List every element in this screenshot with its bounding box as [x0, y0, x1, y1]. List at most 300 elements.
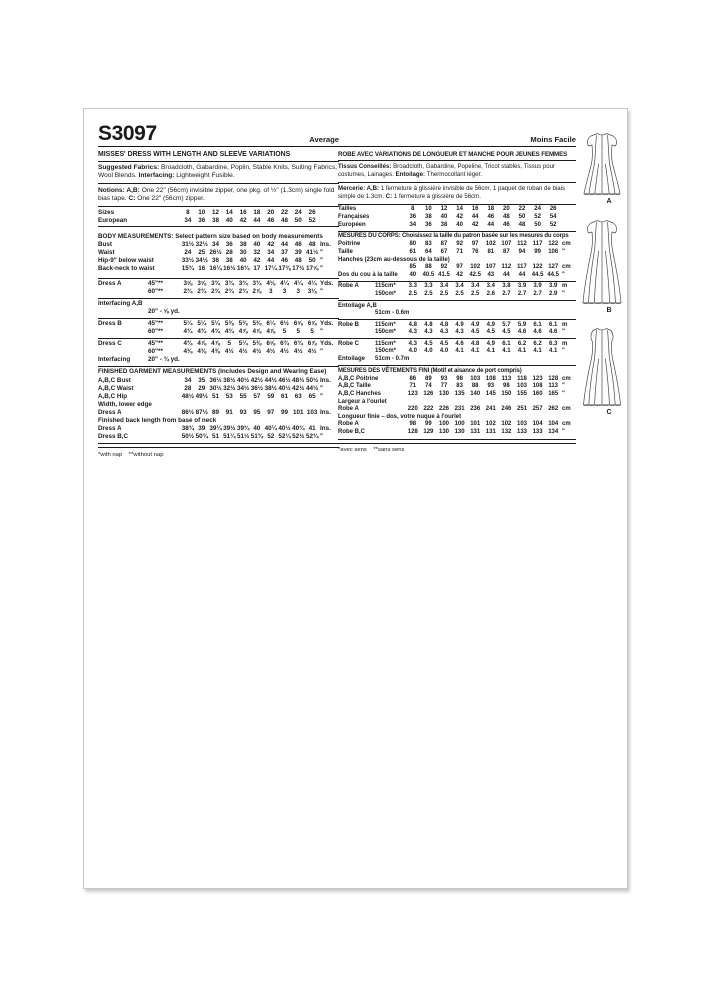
value-cell: 53 [225, 392, 233, 400]
value-cell: 128 [407, 428, 418, 435]
row-label: A,B,C Hanches [338, 390, 382, 397]
unit-cell: Ins. [320, 408, 331, 416]
row-label: Waist [98, 249, 115, 256]
row-group-label: Hanches (23cm au-dessous de la taille) [338, 256, 450, 263]
row-sublabel: 45"** [148, 280, 163, 287]
double-rule [98, 443, 339, 448]
value-cell: 6.3 [549, 340, 558, 347]
value-cell: 4.1 [486, 348, 495, 355]
value-cell: 24 [184, 249, 192, 256]
value-cell: 42.5 [469, 271, 482, 278]
row-sublabel: 60"** [148, 288, 163, 295]
value-cell: 52 [549, 221, 557, 228]
value-cell: 86½ [181, 408, 195, 416]
row-label: Poitrine [338, 241, 361, 248]
value-cell: 6.1 [533, 321, 542, 328]
row-label: Françaises [338, 214, 370, 221]
value-cell: 48 [294, 257, 302, 264]
row-label: Tailles [338, 206, 357, 213]
value-cell: 16 [239, 208, 247, 216]
value-cell: 4.8 [424, 321, 433, 328]
views-column [578, 131, 626, 416]
value-cell: 5⅜ [252, 340, 262, 347]
row-label: A,B,C Bust [98, 376, 131, 384]
value-cell: 4.6 [549, 329, 558, 336]
value-cell: 17⅜ [278, 265, 291, 272]
value-cell: 95 [253, 408, 261, 416]
value-cell: 89 [425, 375, 432, 382]
value-cell: 150 [501, 390, 512, 397]
measurement-row [338, 272, 576, 280]
value-cell: 40¼ [264, 424, 277, 432]
value-cell: 3⅝ [183, 280, 193, 287]
value-cell: 34 [409, 221, 417, 228]
value-cell: 14 [456, 206, 463, 213]
value-cell: 6.2 [533, 340, 542, 347]
value-cell: 51½ [236, 432, 250, 440]
text-run: Tissus Conseillés: [338, 163, 394, 171]
unit-cell: " [320, 348, 323, 355]
value-cell: 36 [225, 241, 233, 248]
value-cell: 52½ [292, 432, 305, 440]
value-cell: 6⅞ [307, 340, 317, 347]
label-value-row [98, 356, 339, 364]
value-cell: 38 [425, 214, 432, 221]
row-label: Robe A [338, 406, 359, 413]
english-header [98, 121, 339, 147]
value-cell: 38½ [264, 384, 277, 392]
value-cell: 34 [211, 241, 219, 248]
unit-cell: Yds. [320, 320, 334, 327]
value-cell: 3 [268, 288, 273, 295]
row-sublabel: 150cm* [375, 290, 397, 297]
unit-cell: " [562, 290, 565, 297]
value-cell: 4.8 [439, 321, 449, 328]
row-sublabel: 45"** [148, 320, 163, 327]
value-cell: 2¾ [211, 288, 220, 295]
value-cell: 17 [253, 265, 261, 272]
text-run: One 22" (56cm) zipper. [137, 194, 205, 202]
value-cell: 2.5 [455, 290, 464, 297]
value-cell: 36½ [209, 376, 222, 384]
value-cell: 42 [253, 257, 261, 264]
table-heading: BODY MEASUREMENTS: Select pattern size based on body measurements [98, 232, 323, 240]
value-cell: 40½ [236, 376, 250, 384]
value-cell: 93 [440, 375, 448, 382]
value-cell: 5⅜ [238, 320, 248, 327]
value-cell: 38 [239, 241, 247, 248]
value-cell: 3.4 [455, 283, 464, 290]
value-cell: 57 [253, 392, 261, 400]
unit-cell: cm [562, 241, 571, 248]
value-cell: 226 [438, 406, 449, 413]
measurement-row [98, 340, 339, 348]
value-cell: 12 [211, 208, 219, 216]
value-cell: 14 [225, 208, 233, 216]
value-cell: 4¼ [293, 280, 303, 287]
value-cell: 165 [548, 390, 559, 397]
value-cell: 3.4 [439, 283, 449, 290]
value-cell: 55 [239, 392, 247, 400]
row-label: Dos du cou à la taille [338, 271, 398, 278]
text-run: Lightweight Fusible. [176, 171, 235, 179]
value-cell: 44 [267, 257, 275, 264]
value-cell: 48 [518, 221, 526, 228]
value-cell: 117 [532, 241, 543, 248]
value-cell: 42 [239, 216, 247, 224]
value-cell: 98 [456, 375, 463, 382]
value-cell: 40 [239, 257, 247, 264]
value-cell: 76 [471, 248, 479, 255]
view-b [578, 218, 626, 314]
value-cell: 34 [184, 216, 192, 224]
view-a [578, 131, 626, 205]
view-c [578, 326, 626, 416]
english-column-rows [98, 149, 339, 459]
value-cell: 4.1 [533, 348, 542, 355]
value-cell: 44 [280, 241, 288, 248]
value-cell: 39½ [223, 424, 236, 432]
value-cell: 2.7 [517, 290, 527, 297]
value-cell: 4¾ [224, 328, 234, 335]
value-cell: 4.9 [486, 321, 495, 328]
text-run: Mercerie: A,B: [338, 185, 381, 193]
divider-rule [338, 182, 576, 183]
value-cell: 5¼ [183, 320, 193, 327]
value-cell: 102 [485, 241, 496, 248]
value-cell: 100 [454, 421, 465, 428]
value-cell: 103 [470, 375, 481, 382]
value-cell: 46 [267, 216, 275, 224]
value-cell: 251 [516, 406, 527, 413]
value-cell: 50 [294, 216, 302, 224]
text-run: Interfacing: [138, 171, 177, 179]
spacer [98, 273, 339, 276]
unit-cell: " [320, 288, 323, 295]
value-cell: 93 [239, 408, 247, 416]
value-cell: 40 [409, 271, 417, 278]
measurement-row [98, 385, 339, 393]
row-group-label: Entoilage A,B [338, 302, 377, 309]
value-cell: 71 [409, 383, 417, 390]
value-cell: 3.9 [533, 283, 542, 290]
table-heading: FINISHED GARMENT MEASUREMENTS (Includes Design and Wearing Ease) [98, 368, 327, 375]
measurement-row [98, 280, 339, 288]
value-cell: 5¼ [197, 320, 207, 327]
value-cell: 16 [198, 265, 206, 272]
value-cell: 4½ [224, 348, 234, 355]
row-label: Dress A [98, 280, 122, 287]
value-cell: 26½ [209, 249, 222, 256]
value-cell: 6½ [280, 320, 289, 327]
divider-rule [98, 226, 339, 227]
value-cell: 89 [211, 408, 219, 416]
row-label: Dress B [98, 320, 122, 327]
divider-rule [338, 300, 576, 301]
value-cell: 5⅜ [252, 320, 262, 327]
value-cell: 22 [280, 208, 288, 216]
measurement-row [338, 206, 576, 214]
value-cell: 126 [423, 390, 434, 397]
value-cell: 3.3 [424, 283, 433, 290]
value-cell: 40½ [278, 384, 291, 392]
value-cell: 130 [438, 428, 449, 435]
value-cell: 112 [501, 264, 512, 271]
value-cell: 30 [239, 249, 247, 256]
value-cell: 117 [517, 264, 527, 271]
value-cell: 2.5 [471, 290, 480, 297]
value-cell: 4.9 [471, 321, 480, 328]
value-cell: 113 [501, 375, 512, 382]
value-cell: 3⅛ [307, 288, 317, 295]
value-cell: 48 [503, 214, 510, 221]
value-cell: 24 [294, 208, 302, 216]
value-cell: 4¾ [183, 328, 193, 335]
value-cell: 83 [456, 383, 463, 390]
unit-cell: m [562, 321, 568, 328]
measurement-row [98, 209, 339, 217]
section-title: MISSES' DRESS WITH LENGTH AND SLEEVE VARIATIONS [98, 149, 339, 162]
value-cell: 103 [306, 408, 318, 416]
value-cell: 3 [296, 288, 301, 295]
value-cell: 4.1 [471, 348, 480, 355]
value-cell: 92 [440, 264, 448, 271]
unit-cell: cm [562, 421, 571, 428]
divider-rule [338, 319, 576, 320]
value-cell: 3.3 [408, 283, 417, 290]
value-cell: 99 [425, 421, 432, 428]
pattern-envelope-back [83, 108, 628, 889]
value-cell: 48 [308, 241, 316, 248]
row-sublabel: 115cm* [375, 283, 396, 290]
unit-cell: Ins. [320, 424, 331, 432]
value-cell: 52 [308, 216, 316, 224]
row-label: Dress A [98, 408, 122, 416]
value-cell: 5¼ [238, 340, 248, 347]
divider-rule [338, 365, 576, 366]
value-cell: 44½ [305, 384, 319, 392]
value-cell: 3.4 [486, 283, 495, 290]
value-cell: 5.7 [502, 321, 511, 328]
value-cell: 6.2 [517, 340, 527, 347]
value-cell: 4.6 [455, 340, 464, 347]
value-cell: 4.3 [455, 329, 464, 336]
french-column-rows [338, 149, 576, 455]
unit-cell: " [562, 428, 565, 435]
value-cell: 44 [518, 271, 526, 278]
value-cell: 40 [440, 214, 448, 221]
double-rule [338, 439, 576, 444]
value-cell: 34 [267, 249, 275, 256]
measurement-row [338, 348, 576, 356]
row-label: European [98, 216, 128, 224]
value-cell: 48 [280, 216, 288, 224]
value-cell: 61 [280, 392, 288, 400]
value-cell: 106 [548, 248, 559, 255]
value-cell: 50½ [305, 376, 319, 384]
value-cell: 107 [485, 264, 496, 271]
value-cell: 2.5 [439, 290, 449, 297]
value-cell: 63 [294, 392, 302, 400]
row-group-label: Largeur à l'ourlet [338, 398, 387, 405]
value-cell: 4¼ [307, 280, 317, 287]
value-cell: 2.6 [486, 290, 495, 297]
value-cell: 40.5 [422, 271, 435, 278]
measurement-row [338, 341, 576, 349]
value-cell: 51 [211, 432, 219, 440]
value-cell: 28 [225, 249, 233, 256]
value-cell: 133 [516, 428, 527, 435]
value-cell: 4⅞ [238, 328, 248, 335]
unit-cell: m [562, 283, 568, 290]
description-paragraph [338, 184, 576, 202]
value-cell: 46½ [278, 376, 291, 384]
value-cell: 18 [487, 206, 495, 213]
unit-cell: " [562, 271, 565, 278]
value-cell: 38 [440, 221, 448, 228]
value-cell: 50¾ [195, 432, 208, 440]
value-cell: 5⅜ [224, 320, 234, 327]
measurement-row [338, 429, 576, 437]
row-label: Européen [338, 221, 366, 228]
row-label: Hip-9" below waist [98, 257, 154, 264]
dress-c-sketch [580, 326, 624, 408]
value-cell: 52¼ [278, 432, 291, 440]
value-cell: 36 [198, 216, 206, 224]
footnote: *with nap **without nap [98, 452, 164, 458]
value-cell: 44½ [264, 376, 277, 384]
value-cell: 4.0 [408, 348, 417, 355]
description-paragraph [338, 162, 576, 180]
measurement-row [98, 425, 339, 433]
value-cell: 2¾ [238, 288, 248, 295]
value-cell: 132 [501, 428, 512, 435]
text-run: Broadcloth, Gabardine, Poplin, Stable Knits, Suiting Fabrics, Wool Blends. [98, 163, 337, 179]
measurement-row [338, 214, 576, 222]
value-cell: 49½ [195, 392, 208, 400]
value-cell: 98 [503, 383, 510, 390]
row-value: 51cm - 0.7m [375, 356, 410, 363]
value-cell: 4½ [280, 348, 289, 355]
value-cell: 4.3 [439, 329, 449, 336]
value-cell: 113 [548, 383, 559, 390]
value-cell: 4¾ [183, 340, 193, 347]
value-cell: 81 [487, 248, 495, 255]
unit-cell: " [562, 390, 565, 397]
row-label: Taille [338, 248, 353, 255]
value-cell: 97 [456, 264, 463, 271]
value-cell: 4⅞ [266, 328, 276, 335]
value-cell: 16¾ [236, 265, 250, 272]
value-cell: 46 [487, 214, 495, 221]
text-run: Broadcloth, Gabardine, Popeline, Tricot stables, Tissus pour costumes, Lainages. [338, 163, 556, 178]
difficulty-label-fr: Moins Facile [530, 135, 576, 144]
divider-rule [98, 298, 339, 299]
value-cell: 4¾ [211, 328, 220, 335]
value-cell: 59 [267, 392, 275, 400]
row-sublabel: 150cm* [375, 329, 397, 336]
value-cell: 40 [456, 221, 463, 228]
value-cell: 65 [308, 392, 316, 400]
value-cell: 33½ [181, 257, 195, 264]
value-cell: 28 [184, 384, 192, 392]
value-cell: 6.1 [502, 340, 511, 347]
yardage-note: 20" - ⅝ yd. [148, 308, 180, 315]
measurement-row [338, 383, 576, 391]
row-label: Robe A [338, 421, 359, 428]
value-cell: 4½ [266, 348, 276, 355]
measurement-row [98, 348, 339, 356]
unit-cell: cm [562, 375, 571, 382]
value-cell: 108 [485, 375, 496, 382]
value-cell: 8 [186, 208, 190, 216]
value-cell: 4.8 [471, 340, 480, 347]
measurement-row [98, 288, 339, 296]
value-cell: 35 [198, 376, 206, 384]
value-cell: 64 [425, 248, 432, 255]
row-label: Robe A [338, 283, 359, 290]
french-column [338, 121, 576, 455]
divider-rule [98, 206, 339, 207]
text-run: Suggested Fabrics: [98, 163, 162, 171]
value-cell: 257 [532, 406, 543, 413]
row-label: A,B,C Taille [338, 383, 371, 390]
value-cell: 2.9 [549, 290, 558, 297]
value-cell: 15¾ [181, 265, 195, 272]
value-cell: 16½ [223, 265, 236, 272]
value-cell: 6.1 [549, 321, 558, 328]
divider-rule [98, 338, 339, 339]
value-cell: 26 [549, 206, 557, 213]
value-cell: 140 [470, 390, 481, 397]
value-cell: 40½ [278, 424, 291, 432]
row-group-label: Longueur finie – dos, votre nuque à l'ourlet [338, 413, 462, 420]
measurement-row [338, 264, 576, 272]
value-cell: 3¾ [224, 280, 234, 287]
value-cell: 32½ [195, 241, 208, 248]
value-cell: 4⅞ [197, 340, 207, 347]
value-cell: 87 [503, 248, 510, 255]
unit-cell: cm [562, 406, 571, 413]
pattern-number: S3097 [98, 122, 157, 145]
row-label: Dress C [98, 340, 122, 347]
value-cell: 40 [253, 241, 261, 248]
value-cell: 8 [411, 206, 415, 213]
value-cell: 6⅝ [293, 320, 303, 327]
value-cell: 5 [282, 328, 287, 335]
value-cell: 4.0 [424, 348, 433, 355]
value-cell: 134 [548, 428, 559, 435]
value-cell: 17⅝ [305, 265, 319, 272]
view-b-label: B [606, 307, 612, 314]
value-cell: 5.9 [517, 321, 527, 328]
footnote: *avec sens **sans sens [338, 447, 405, 453]
value-cell: 107 [501, 241, 512, 248]
measurement-row [98, 393, 339, 401]
value-cell: 5 [296, 328, 301, 335]
value-cell: 3.4 [471, 283, 480, 290]
value-cell: 32 [253, 249, 261, 256]
value-cell: 102 [470, 264, 481, 271]
value-cell: 42 [456, 214, 463, 221]
value-cell: 108 [532, 383, 543, 390]
value-cell: 20 [503, 206, 510, 213]
value-cell: 99 [280, 408, 288, 416]
value-cell: 129 [423, 428, 434, 435]
value-cell: 2¾ [224, 288, 234, 295]
value-cell: 10 [198, 208, 206, 216]
unit-cell: " [320, 432, 323, 440]
